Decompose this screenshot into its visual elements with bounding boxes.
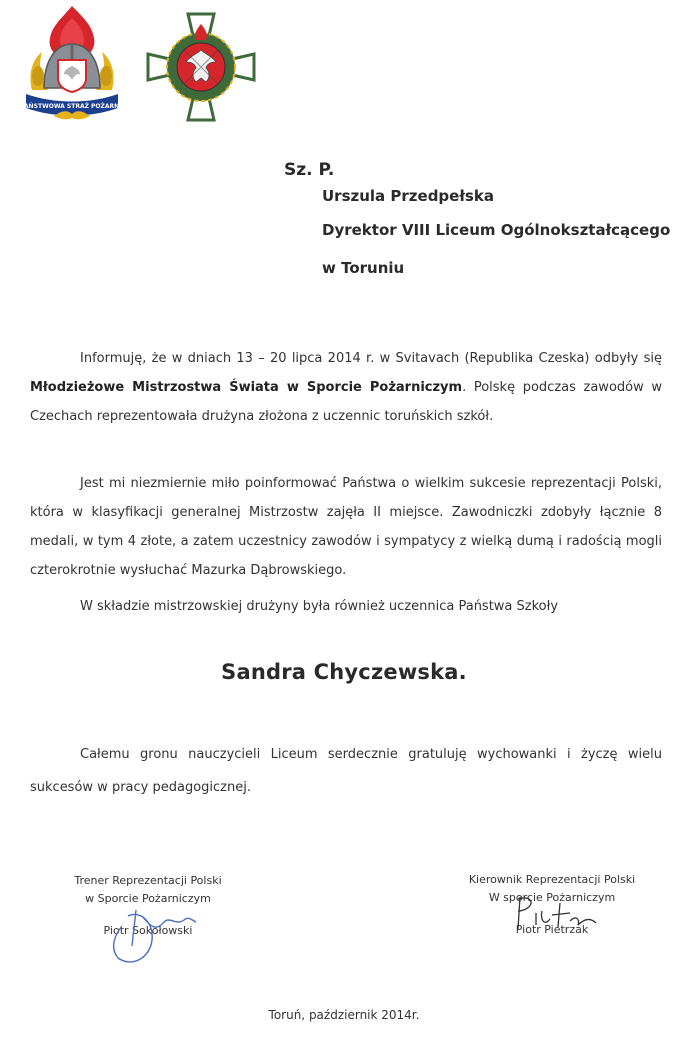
- signature-block-right: [452, 871, 652, 939]
- addressee-city: w Toruniu: [322, 259, 405, 277]
- signature-left-name: Piotr Sokołowski: [103, 924, 193, 937]
- signature-right-org: W sporcie Pożarniczym: [488, 891, 616, 904]
- signature-block-left: [48, 872, 248, 940]
- paragraph-success: Jest mi niezmiernie miło poinformować Państwa o wielkim sukcesie reprezentacji Polski, która w klasyfikacji generalnej Mistrzostw zajęła II miejsce. Zawodniczki zdobyły łącznie 8 medali, w tym 4 złote, a zatem uczestnicy zawodów i sympatycy z wielką dumą i radością mogli czterokrotnie wysłuchać Mazurka Dąbrowskiego.: [30, 476, 662, 578]
- place-and-date: Toruń, październik 2014r.: [268, 1008, 420, 1022]
- signature-left-org: w Sporcie Pożarniczym: [85, 892, 211, 905]
- paragraph-congratulations: Całemu gronu nauczycieli Liceum serdecznie gratuluję wychowanki i życzę wielu sukcesów w pracy pedagogicznej.: [30, 747, 662, 795]
- addressee-salutation: Sz. P.: [284, 160, 335, 180]
- addressee-title: Dyrektor VIII Liceum Ogólnokształcącego: [322, 221, 671, 239]
- signature-left-role: Trener Reprezentacji Polski: [74, 874, 222, 887]
- signature-right-role: Kierownik Reprezentacji Polski: [468, 873, 636, 886]
- paragraph-championship-lead: Informuję, że w dniach 13 – 20 lipca 2014 r. w Svitavach (Republika Czeska) odbyły się: [80, 351, 662, 366]
- paragraph-team-member: W składzie mistrzowskiej drużyny była również uczennica Państwa Szkoły: [80, 599, 559, 614]
- fire-service-cross-icon: [144, 10, 258, 124]
- psp-emblem-icon: [24, 4, 120, 122]
- paragraph-championship-tail: . Polskę podczas zawodów w Czechach reprezentowała drużyna złożona z uczennic toruńskich szkół.: [30, 380, 662, 424]
- signature-right-name: Piotr Pietrzak: [515, 923, 589, 936]
- addressee-name: Urszula Przedpełska: [322, 187, 494, 205]
- psp-emblem-band-text: PAŃSTWOWA STRAŻ POŻARNA: [24, 103, 120, 110]
- paragraph-championship: [30, 344, 662, 431]
- awardee-name: Sandra Chyczewska.: [221, 660, 467, 684]
- championship-name: Młodzieżowe Mistrzostwa Świata w Sporcie Pożarniczym: [30, 380, 463, 395]
